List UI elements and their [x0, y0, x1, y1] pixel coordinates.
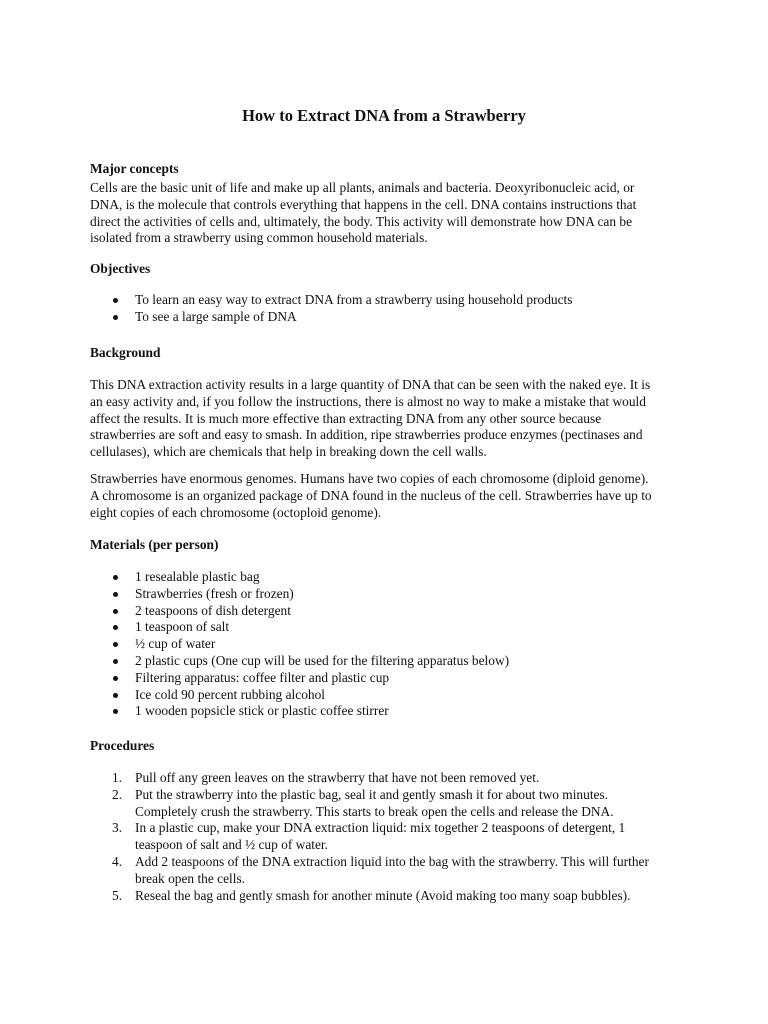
list-item-text: Ice cold 90 percent rubbing alcohol [135, 686, 325, 702]
page-title: How to Extract DNA from a Strawberry [242, 106, 526, 125]
paragraph-line: Cells are the basic unit of life and make up all plants, animals and bacteria. Deoxyribonucleic acid, or [90, 180, 635, 195]
step-number: 2. [112, 786, 123, 802]
step-text: Pull off any green leaves on the strawberry that have not been removed yet. [135, 770, 540, 785]
step-number: 3. [112, 820, 123, 836]
bullet-icon [113, 709, 118, 714]
background-paragraph-2 [90, 471, 690, 521]
list-item [90, 292, 572, 309]
step-number: 1. [112, 770, 123, 785]
paragraph-line: This DNA extraction activity results in a large quantity of DNA that can be seen with the naked eye. It is [90, 377, 651, 392]
list-item [90, 309, 572, 326]
list-item-text: 1 wooden popsicle stick or plastic coffee stirrer [135, 703, 389, 719]
procedures-list [90, 770, 649, 904]
step-text: break open the cells. [135, 870, 246, 886]
background-heading: Background [90, 345, 161, 360]
list-item [90, 636, 509, 653]
bullet-icon [113, 609, 118, 614]
paragraph-line: an easy activity and, if you follow the instructions, there is almost no way to make a mistake that would [90, 393, 646, 409]
list-item-text: 1 resealable plastic bag [135, 569, 260, 584]
step-text: Reseal the bag and gently smash for another minute (Avoid making too many soap bubbles). [135, 887, 631, 903]
bullet-icon [113, 659, 118, 664]
procedure-step [90, 854, 649, 888]
paragraph-line: A chromosome is an organized package of DNA found in the nucleus of the cell. Strawberries have up to [90, 487, 652, 503]
paragraph-line: isolated from a strawberry using common household materials. [90, 230, 428, 246]
list-item [90, 619, 509, 636]
bullet-icon [113, 315, 118, 320]
bullet-icon [113, 676, 118, 681]
list-item [90, 703, 509, 720]
list-item-text: Filtering apparatus: coffee filter and plastic cup [135, 669, 390, 685]
list-item [90, 653, 509, 670]
bullet-icon [113, 592, 118, 597]
bullet-icon [113, 642, 118, 647]
procedures-heading: Procedures [90, 738, 155, 753]
bullet-icon [113, 693, 118, 698]
step-text: Add 2 teaspoons of the DNA extraction liquid into the bag with the strawberry. This will further [135, 853, 649, 869]
list-item-text: ½ cup of water [135, 636, 216, 652]
procedure-step [90, 888, 649, 905]
step-number: 4. [112, 853, 123, 869]
major-concepts-paragraph [90, 180, 690, 247]
list-item [90, 603, 509, 620]
list-item-text: 2 plastic cups (One cup will be used for the filtering apparatus below) [135, 652, 510, 668]
background-paragraph-1 [90, 377, 690, 461]
list-item-text: 2 teaspoons of dish detergent [135, 602, 291, 618]
step-text: teaspoon of salt and ½ cup of water. [135, 837, 328, 853]
major-concepts-heading: Major concepts [90, 161, 179, 176]
materials-list [90, 569, 509, 720]
step-text: In a plastic cup, make your DNA extraction liquid: mix together 2 teaspoons of detergent, 1 [135, 820, 626, 836]
list-item-text: Strawberries (fresh or frozen) [135, 585, 294, 601]
step-number: 5. [112, 887, 123, 903]
list-item-text: 1 teaspoon of salt [135, 619, 230, 635]
objectives-list [90, 292, 572, 326]
objectives-heading: Objectives [90, 261, 151, 276]
list-item [90, 569, 509, 586]
list-item-text: To see a large sample of DNA [135, 308, 297, 324]
step-text: Completely crush the strawberry. This starts to break open the cells and release the DNA. [135, 803, 614, 819]
list-item [90, 670, 509, 687]
procedure-step [90, 770, 649, 787]
materials-heading: Materials (per person) [90, 537, 219, 552]
list-item [90, 687, 509, 704]
procedure-step [90, 787, 649, 821]
paragraph-line: eight copies of each chromosome (octoploid genome). [90, 504, 382, 520]
paragraph-line: affect the results. It is much more effective than extracting DNA from any other source because [90, 410, 602, 426]
bullet-icon [113, 625, 118, 630]
list-item-text: To learn an easy way to extract DNA from a strawberry using household products [135, 292, 573, 307]
bullet-icon [113, 298, 118, 303]
list-item [90, 586, 509, 603]
bullet-icon [113, 575, 118, 580]
paragraph-line: strawberries are soft and easy to smash. In addition, ripe strawberries produce enzymes (pectinases and [90, 427, 643, 443]
paragraph-line: DNA, is the molecule that controls everything that happens in the cell. DNA contains instructions that [90, 196, 637, 212]
paragraph-line: Strawberries have enormous genomes. Humans have two copies of each chromosome (diploid genome). [90, 471, 649, 486]
procedure-step [90, 820, 649, 854]
step-text: Put the strawberry into the plastic bag, seal it and gently smash it for about two minutes. [135, 786, 609, 802]
paragraph-line: cellulases), which are chemicals that help in breaking down the cell walls. [90, 444, 487, 460]
paragraph-line: direct the activities of cells and, ultimately, the body. This activity will demonstrate how DNA can be [90, 213, 633, 229]
